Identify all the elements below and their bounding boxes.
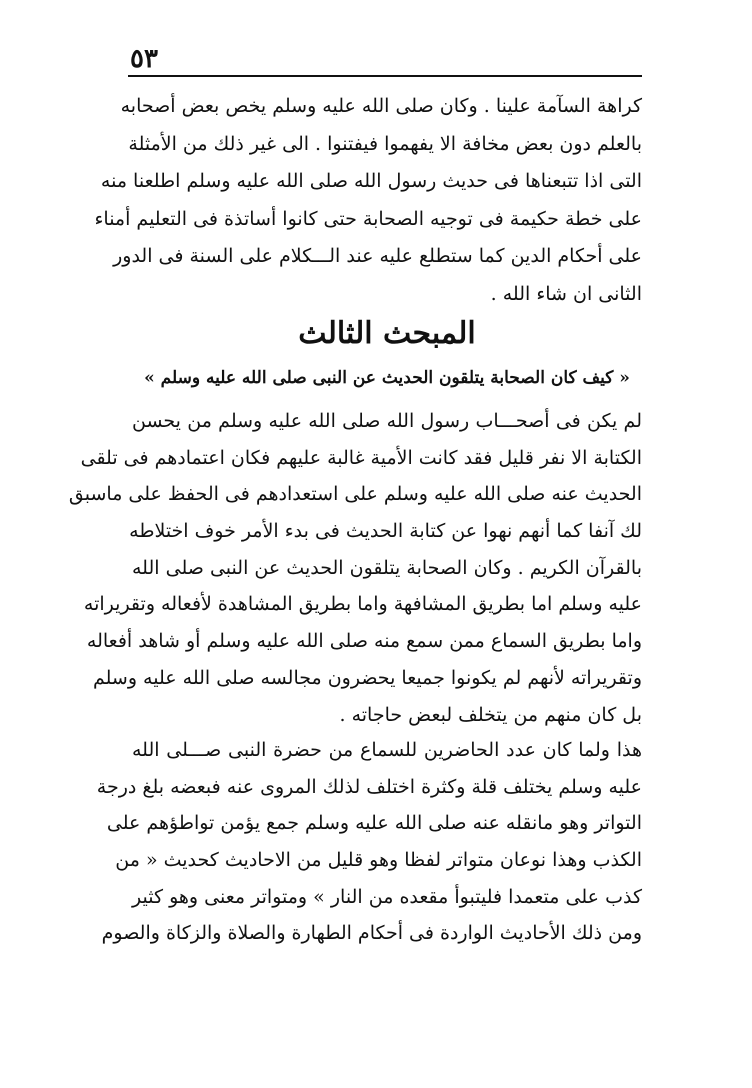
text-line: هذا ولما كان عدد الحاضرين للسماع من حضرة النبى صـــلى الله (132, 739, 642, 761)
text-line: على خطة حكيمة فى توجيه الصحابة حتى كانوا أساتذة فى التعليم أمناء (94, 207, 642, 230)
header-rule (128, 75, 642, 77)
page-number: ٥٣ (130, 44, 158, 74)
text-line: عليه وسلم اما بطريق المشافهة واما بطريق المشاهدة لأفعاله وتقريراته (83, 593, 642, 616)
text-line: عليه وسلم يختلف قلة وكثرة اختلف لذلك المروى عنه فبعضه بلغ درجة (96, 775, 642, 798)
text-line: لم يكن فى أصحـــاب رسول الله صلى الله عليه وسلم من يحسن (132, 410, 642, 432)
text-line: وتقريراته لأنهم لم يكونوا جميعا يحضرون مجالسه صلى الله عليه وسلم (92, 666, 642, 689)
text-line: لك آنفا كما أنهم نهوا عن كتابة الحديث فى بدء الأمر خوف اختلاطه (129, 520, 642, 543)
text-line: الثانى ان شاء الله . (490, 282, 642, 305)
text-line: واما بطريق السماع ممن سمع منه صلى الله عليه وسلم أو شاهد أفعاله (86, 630, 642, 653)
text-line: بالعلم دون بعض مخافة الا يفهموا فيفتنوا . الى غير ذلك من الأمثلة (128, 132, 642, 155)
text-line: كذب على متعمدا فليتبوأ مقعده من النار » ومتواتر معنى وهو كثير (132, 885, 642, 908)
text-line: كراهة السآمة علينا . وكان صلى الله عليه وسلم يخص بعض أصحابه (120, 95, 642, 117)
text-line: الكذب وهذا نوعان متواتر لفظا وهو قليل من الاحاديث كحديث « من (115, 849, 642, 872)
paragraph-body-2 (96, 732, 642, 952)
text-line: الكتابة الا نفر قليل فقد كانت الأمية غالبة عليهم فكان اعتمادهم فى تلقى (80, 446, 642, 469)
section-subtitle: « كيف كان الصحابة يتلقون الحديث عن النبى صلى الله عليه وسلم » (144, 368, 630, 388)
paragraph-body-1 (68, 403, 642, 733)
paragraph-intro (94, 88, 642, 313)
text-line: التى اذا تتبعناها فى حديث رسول الله صلى الله عليه وسلم اطلعنا منه (100, 170, 642, 192)
text-line: الحديث عنه صلى الله عليه وسلم على استعدادهم فى الحفظ على ماسبق (68, 483, 642, 506)
text-line: بل كان منهم من يتخلف لبعض حاجاته . (339, 703, 642, 726)
text-line: بالقرآن الكريم . وكان الصحابة يتلقون الحديث عن النبى صلى الله (132, 556, 642, 579)
text-line: ومن ذلك الأحاديث الواردة فى أحكام الطهارة والصلاة والزكاة والصوم (101, 922, 642, 945)
text-line: التواتر وهو مانقله عنه صلى الله عليه وسلم جمع يؤمن تواطؤهم على (106, 812, 642, 835)
text-line: على أحكام الدين كما ستطلع عليه عند الـــكلام على السنة فى الدور (113, 245, 642, 267)
section-title: المبحث الثالث (298, 316, 476, 351)
